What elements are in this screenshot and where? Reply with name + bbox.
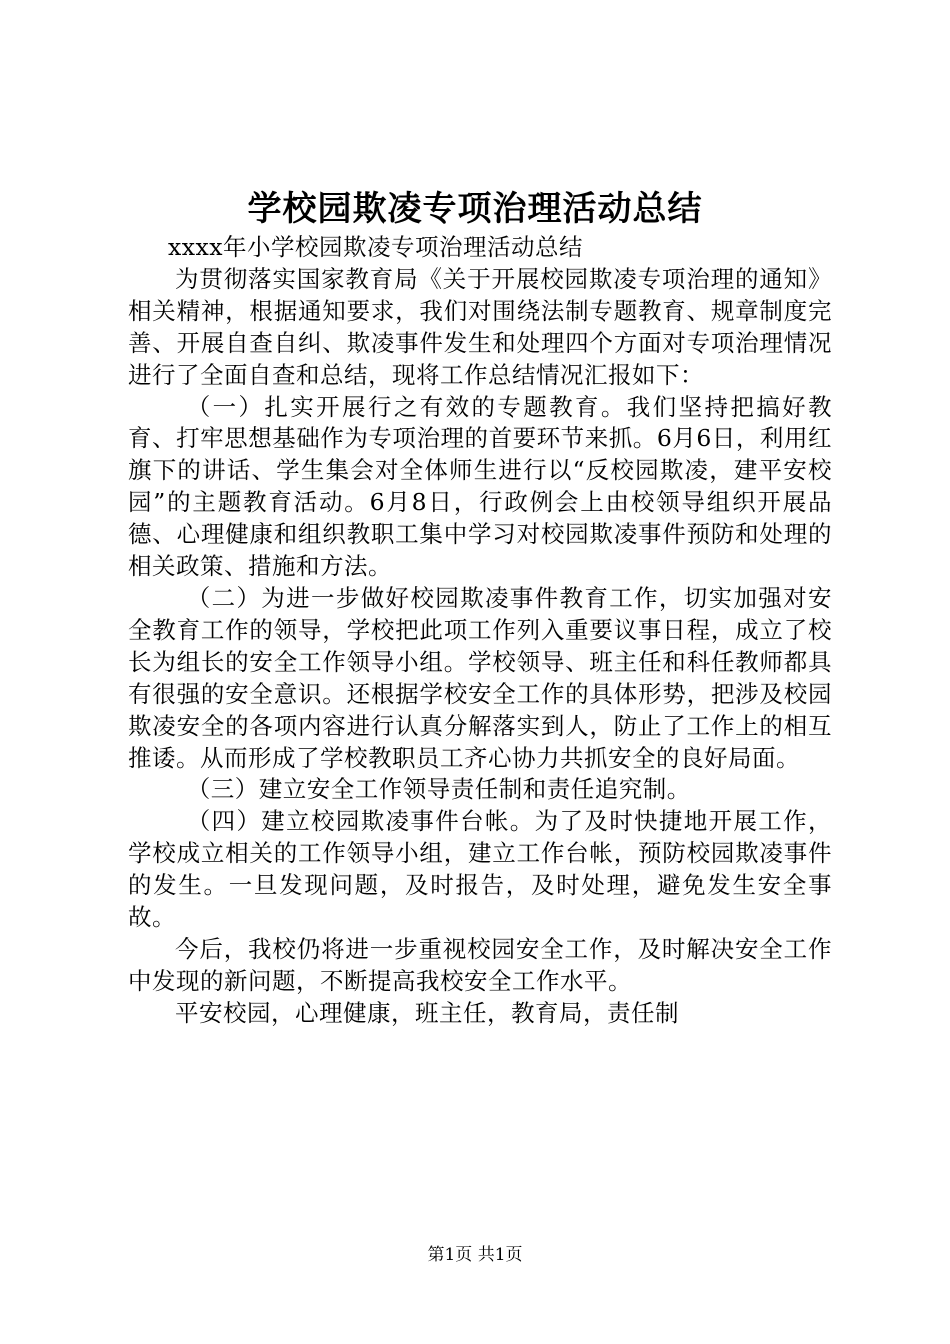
section-3-paragraph: （三）建立安全工作领导责任制和责任追究制。	[186, 775, 691, 804]
section-2-paragraph: （二）为进一步做好校园欺凌事件教育工作，切实加强对安全教育工作的领导，学校把此项工作列入重要议事日程，成立了校长为组长的安全工作领导小组。学校领导、班主任和科任教师都具有很强的安全意识。还根据学校安全工作的具体形势，把涉及校园欺凌安全的各项内容进行认真分解落实到人，防止了工作上的相互推诿。从而形成了学校教职员工齐心协力共抓安全的良好局面。	[128, 583, 832, 772]
conclusion-paragraph: 今后，我校仍将进一步重视校园安全工作，及时解决安全工作中发现的新问题，不断提高我校安全工作水平。	[128, 934, 832, 995]
section-4-paragraph: （四）建立校园欺凌事件台帐。为了及时快捷地开展工作，学校成立相关的工作领导小组，建立工作台帐，预防校园欺凌事件的发生。一旦发现问题，及时报告，及时处理，避免发生安全事故。	[128, 807, 832, 932]
document-body	[128, 232, 832, 1030]
document-subtitle: xxxx年小学校园欺凌专项治理活动总结	[167, 233, 583, 261]
keywords-line: 平安校园，心理健康，班主任，教育局，责任制	[175, 998, 679, 1027]
intro-paragraph: 为贯彻落实国家教育局《关于开展校园欺凌专项治理的通知》相关精神，根据通知要求，我们对围绕法制专题教育、规章制度完善、开展自查自纠、欺凌事件发生和处理四个方面对专项治理情况进行了全面自查和总结，现将工作总结情况汇报如下：	[128, 264, 832, 389]
page-number-footer: 第1页 共1页	[427, 1245, 523, 1265]
document-title: 学校园欺凌专项治理活动总结	[247, 189, 703, 229]
section-1-paragraph: （一）扎实开展行之有效的专题教育。我们坚持把搞好教育、打牢思想基础作为专项治理的首要环节来抓。6月6日，利用红旗下的讲话、学生集会对全体师生进行以“反校园欺凌，建平安校园”的主题教育活动。6月8日，行政例会上由校领导组织开展品德、心理健康和组织教职工集中学习对校园欺凌事件预防和处理的相关政策、措施和方法。	[128, 392, 832, 581]
